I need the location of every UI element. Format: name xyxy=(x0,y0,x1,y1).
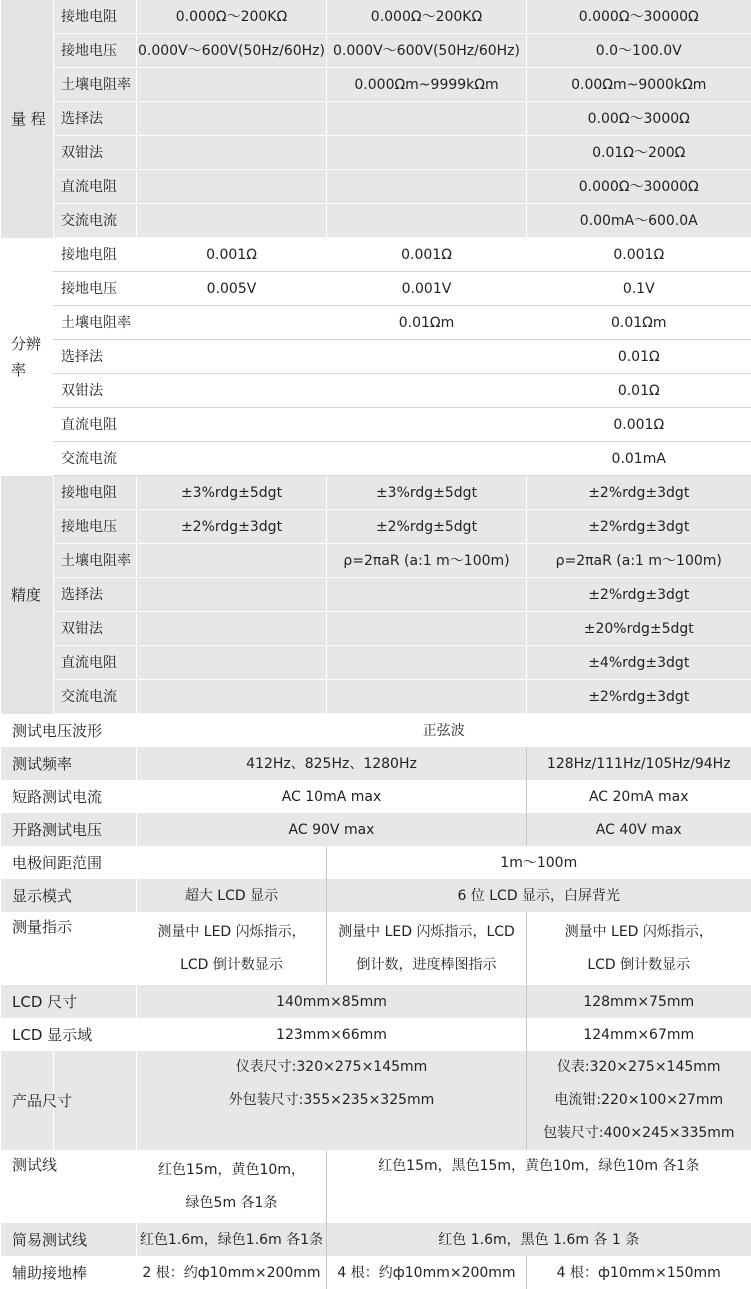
display-b: 6 位 LCD 显示，白屏背光 xyxy=(327,879,751,912)
spec-value xyxy=(137,612,327,646)
spec-value: ±2%rdg±3dgt xyxy=(527,578,751,612)
lcd-size-label: LCD 尺寸 xyxy=(1,985,137,1018)
spec-value xyxy=(137,340,327,374)
waveform-value: 正弦波 xyxy=(137,714,751,748)
spec-value: 0.001V xyxy=(327,272,527,306)
cell-line: 仪表尺寸:320×275×145mm xyxy=(235,1059,428,1075)
resolution-section-title: 分辨率 xyxy=(1,238,54,476)
spec-value xyxy=(327,374,527,408)
spec-value xyxy=(137,136,327,170)
product-size-label: 产品尺寸 xyxy=(1,1051,54,1150)
table-row xyxy=(1,238,751,272)
aux-rods-label: 辅助接地棒 xyxy=(1,1256,137,1289)
spec-value: 0.001Ω xyxy=(327,238,527,272)
spec-value: 0.01mA xyxy=(527,442,751,476)
spec-value xyxy=(137,442,327,476)
display-label: 显示模式 xyxy=(1,879,137,912)
indicator-c xyxy=(527,912,751,985)
spec-value: 0.01Ω xyxy=(527,374,751,408)
cell-line: 测量中 LED 闪烁指示，LCD xyxy=(338,923,515,940)
param-label: 直流电阻 xyxy=(54,170,137,204)
product-size-a xyxy=(137,1051,527,1150)
param-label: 土壤电阻率 xyxy=(54,306,137,340)
short-current-label: 短路测试电流 xyxy=(1,780,137,813)
param-label: 交流电流 xyxy=(54,204,137,238)
table-row xyxy=(1,374,751,408)
simple-leads-label: 简易测试线 xyxy=(1,1223,137,1256)
waveform-label: 测试电压波形 xyxy=(1,714,137,748)
cell-line: 绿色5m 各1条 xyxy=(185,1194,278,1211)
param-label: 选择法 xyxy=(54,340,137,374)
lcd-area-b: 124mm×67mm xyxy=(527,1018,751,1051)
param-label: 接地电压 xyxy=(54,272,137,306)
spec-value: 0.1V xyxy=(527,272,751,306)
indicator-b xyxy=(327,912,527,985)
spec-value: ±3%rdg±5dgt xyxy=(327,476,527,510)
table-row xyxy=(1,747,751,780)
spec-value: 0.001Ω xyxy=(137,238,327,272)
spec-value xyxy=(137,408,327,442)
spec-value: 0.001Ω xyxy=(527,408,751,442)
spec-value xyxy=(327,646,527,680)
spec-value: 0.000V～600V(50Hz/60Hz) xyxy=(137,34,327,68)
lcd-area-label: LCD 显示域 xyxy=(1,1018,137,1051)
param-label: 交流电流 xyxy=(54,442,137,476)
spec-value xyxy=(137,680,327,714)
table-row xyxy=(1,879,751,912)
spec-value: 0.000Ω～200KΩ xyxy=(137,0,327,34)
open-voltage-label: 开路测试电压 xyxy=(1,813,137,846)
lcd-size-b: 128mm×75mm xyxy=(527,985,751,1018)
spec-value: 0.01Ωm xyxy=(327,306,527,340)
cell-line: LCD 倒计数显示 xyxy=(180,956,283,973)
spec-value xyxy=(327,170,527,204)
cell-line: 外包装尺寸:355×235×325mm xyxy=(228,1092,435,1108)
param-label: 直流电阻 xyxy=(54,646,137,680)
spec-value xyxy=(327,408,527,442)
param-label: 接地电压 xyxy=(54,510,137,544)
frequency-value-b: 128Hz/111Hz/105Hz/94Hz xyxy=(527,747,751,780)
spec-value xyxy=(327,102,527,136)
spec-value: 0.00Ω～3000Ω xyxy=(527,102,751,136)
table-row xyxy=(1,912,751,985)
open-voltage-b: AC 40V max xyxy=(527,813,751,846)
table-row xyxy=(1,813,751,846)
cell-line: 测量中 LED 闪烁指示， xyxy=(564,923,713,940)
spec-value: 0.01Ωm xyxy=(527,306,751,340)
spec-value xyxy=(327,136,527,170)
table-row xyxy=(1,1223,751,1256)
spec-value: 0.000Ω～200KΩ xyxy=(327,0,527,34)
spec-value xyxy=(327,578,527,612)
indicator-label: 测量指示 xyxy=(1,912,137,985)
table-row xyxy=(1,68,751,102)
spec-value: 0.00Ωm~9000kΩm xyxy=(527,68,751,102)
spec-value: 0.005V xyxy=(137,272,327,306)
test-leads-label: 测试线 xyxy=(1,1150,137,1223)
table-row xyxy=(1,714,751,748)
spec-value: ±3%rdg±5dgt xyxy=(137,476,327,510)
indicator-a xyxy=(137,912,327,985)
table-row xyxy=(1,34,751,68)
spacing-value: 1m～100m xyxy=(327,846,751,879)
table-row xyxy=(1,204,751,238)
spec-value: ±2%rdg±3dgt xyxy=(137,510,327,544)
cell-line: 包装尺寸:400×245×335mm xyxy=(542,1125,735,1141)
table-row xyxy=(1,1051,751,1150)
spec-value: 0.000Ω～30000Ω xyxy=(527,0,751,34)
param-label: 接地电阻 xyxy=(54,238,137,272)
spec-value: 0.0～100.0V xyxy=(527,34,751,68)
cell-line: 电流钳:220×100×27mm xyxy=(554,1092,724,1108)
table-row xyxy=(1,780,751,813)
spec-value: ±2%rdg±3dgt xyxy=(527,510,751,544)
spec-value: ±2%rdg±3dgt xyxy=(527,680,751,714)
cell-line: 测量中 LED 闪烁指示， xyxy=(157,923,306,940)
spec-value xyxy=(327,204,527,238)
cell-line: 倒计数，进度棒图指示 xyxy=(356,956,497,973)
spec-value xyxy=(327,612,527,646)
spec-value: 0.00mA～600.0A xyxy=(527,204,751,238)
spec-value xyxy=(327,340,527,374)
cell-line: 红色15m，黄色10m， xyxy=(158,1161,305,1178)
cell-line: LCD 倒计数显示 xyxy=(587,956,691,973)
table-row xyxy=(1,544,751,578)
spec-value xyxy=(327,442,527,476)
param-label: 接地电压 xyxy=(54,34,137,68)
simple-leads-b: 红色 1.6m，黑色 1.6m 各 1 条 xyxy=(327,1223,751,1256)
spacing-label: 电极间距范围 xyxy=(1,846,327,879)
param-label: 土壤电阻率 xyxy=(54,544,137,578)
cell-line: 仪表:320×275×145mm xyxy=(556,1059,721,1075)
param-label: 双钳法 xyxy=(54,612,137,646)
param-label: 选择法 xyxy=(54,102,137,136)
table-row xyxy=(1,680,751,714)
table-row xyxy=(1,985,751,1018)
spec-value xyxy=(137,578,327,612)
spec-value: ±4%rdg±3dgt xyxy=(527,646,751,680)
accuracy-section-title: 精度 xyxy=(1,476,54,714)
spec-value xyxy=(137,544,327,578)
param-label: 土壤电阻率 xyxy=(54,68,137,102)
table-row xyxy=(1,136,751,170)
short-current-b: AC 20mA max xyxy=(527,780,751,813)
spec-value xyxy=(137,204,327,238)
range-section-title: 量 程 xyxy=(1,0,54,238)
table-row xyxy=(1,1256,751,1289)
open-voltage-a: AC 90V max xyxy=(137,813,527,846)
spec-value xyxy=(137,102,327,136)
table-row xyxy=(1,578,751,612)
spec-value: 0.000Ωm~9999kΩm xyxy=(327,68,527,102)
spec-value xyxy=(137,374,327,408)
spec-value xyxy=(327,680,527,714)
spec-value xyxy=(137,646,327,680)
spec-value xyxy=(137,306,327,340)
table-row xyxy=(1,340,751,374)
table-row xyxy=(1,306,751,340)
display-a: 超大 LCD 显示 xyxy=(137,879,327,912)
aux-rods-a: 2 根：约ф10mm×200mm xyxy=(137,1256,327,1289)
spec-value: ±2%rdg±5dgt xyxy=(327,510,527,544)
test-leads-a xyxy=(137,1150,327,1223)
spec-value: ±20%rdg±5dgt xyxy=(527,612,751,646)
table-row xyxy=(1,442,751,476)
param-label: 直流电阻 xyxy=(54,408,137,442)
table-row xyxy=(1,646,751,680)
simple-leads-a: 红色1.6m，绿色1.6m 各1条 xyxy=(137,1223,327,1256)
table-row xyxy=(1,408,751,442)
spec-value: 0.01Ω xyxy=(527,340,751,374)
table-row xyxy=(1,476,751,510)
aux-rods-b: 4 根：约ф10mm×200mm xyxy=(327,1256,527,1289)
lcd-size-a: 140mm×85mm xyxy=(137,985,527,1018)
spec-value: 0.001Ω xyxy=(527,238,751,272)
table-row xyxy=(1,1150,751,1223)
spec-value: 0.000V～600V(50Hz/60Hz) xyxy=(327,34,527,68)
frequency-value-a: 412Hz、825Hz、1280Hz xyxy=(137,747,527,780)
table-row xyxy=(1,510,751,544)
lcd-area-a: 123mm×66mm xyxy=(137,1018,527,1051)
spec-value: ±2%rdg±3dgt xyxy=(527,476,751,510)
param-label: 交流电流 xyxy=(54,680,137,714)
aux-rods-c: 4 根：ф10mm×150mm xyxy=(527,1256,751,1289)
spec-value: ρ=2πaR (a:1 m～100m) xyxy=(527,544,751,578)
param-label: 接地电阻 xyxy=(54,0,137,34)
table-row xyxy=(1,1018,751,1051)
spec-value: 0.000Ω～30000Ω xyxy=(527,170,751,204)
spec-value: ρ=2πaR (a:1 m～100m) xyxy=(327,544,527,578)
table-row xyxy=(1,0,751,34)
param-label: 双钳法 xyxy=(54,136,137,170)
short-current-a: AC 10mA max xyxy=(137,780,527,813)
table-row xyxy=(1,612,751,646)
param-label: 选择法 xyxy=(54,578,137,612)
frequency-label: 测试频率 xyxy=(1,747,137,780)
table-row xyxy=(1,170,751,204)
table-row xyxy=(1,272,751,306)
table-row xyxy=(1,846,751,879)
spec-value xyxy=(137,68,327,102)
param-label: 双钳法 xyxy=(54,374,137,408)
table-row xyxy=(1,102,751,136)
product-size-b xyxy=(527,1051,751,1150)
spec-value: 0.01Ω～200Ω xyxy=(527,136,751,170)
test-leads-b: 红色15m，黑色15m，黄色10m，绿色10m 各1条 xyxy=(327,1150,751,1223)
spec-value xyxy=(137,170,327,204)
param-label: 接地电阻 xyxy=(54,476,137,510)
